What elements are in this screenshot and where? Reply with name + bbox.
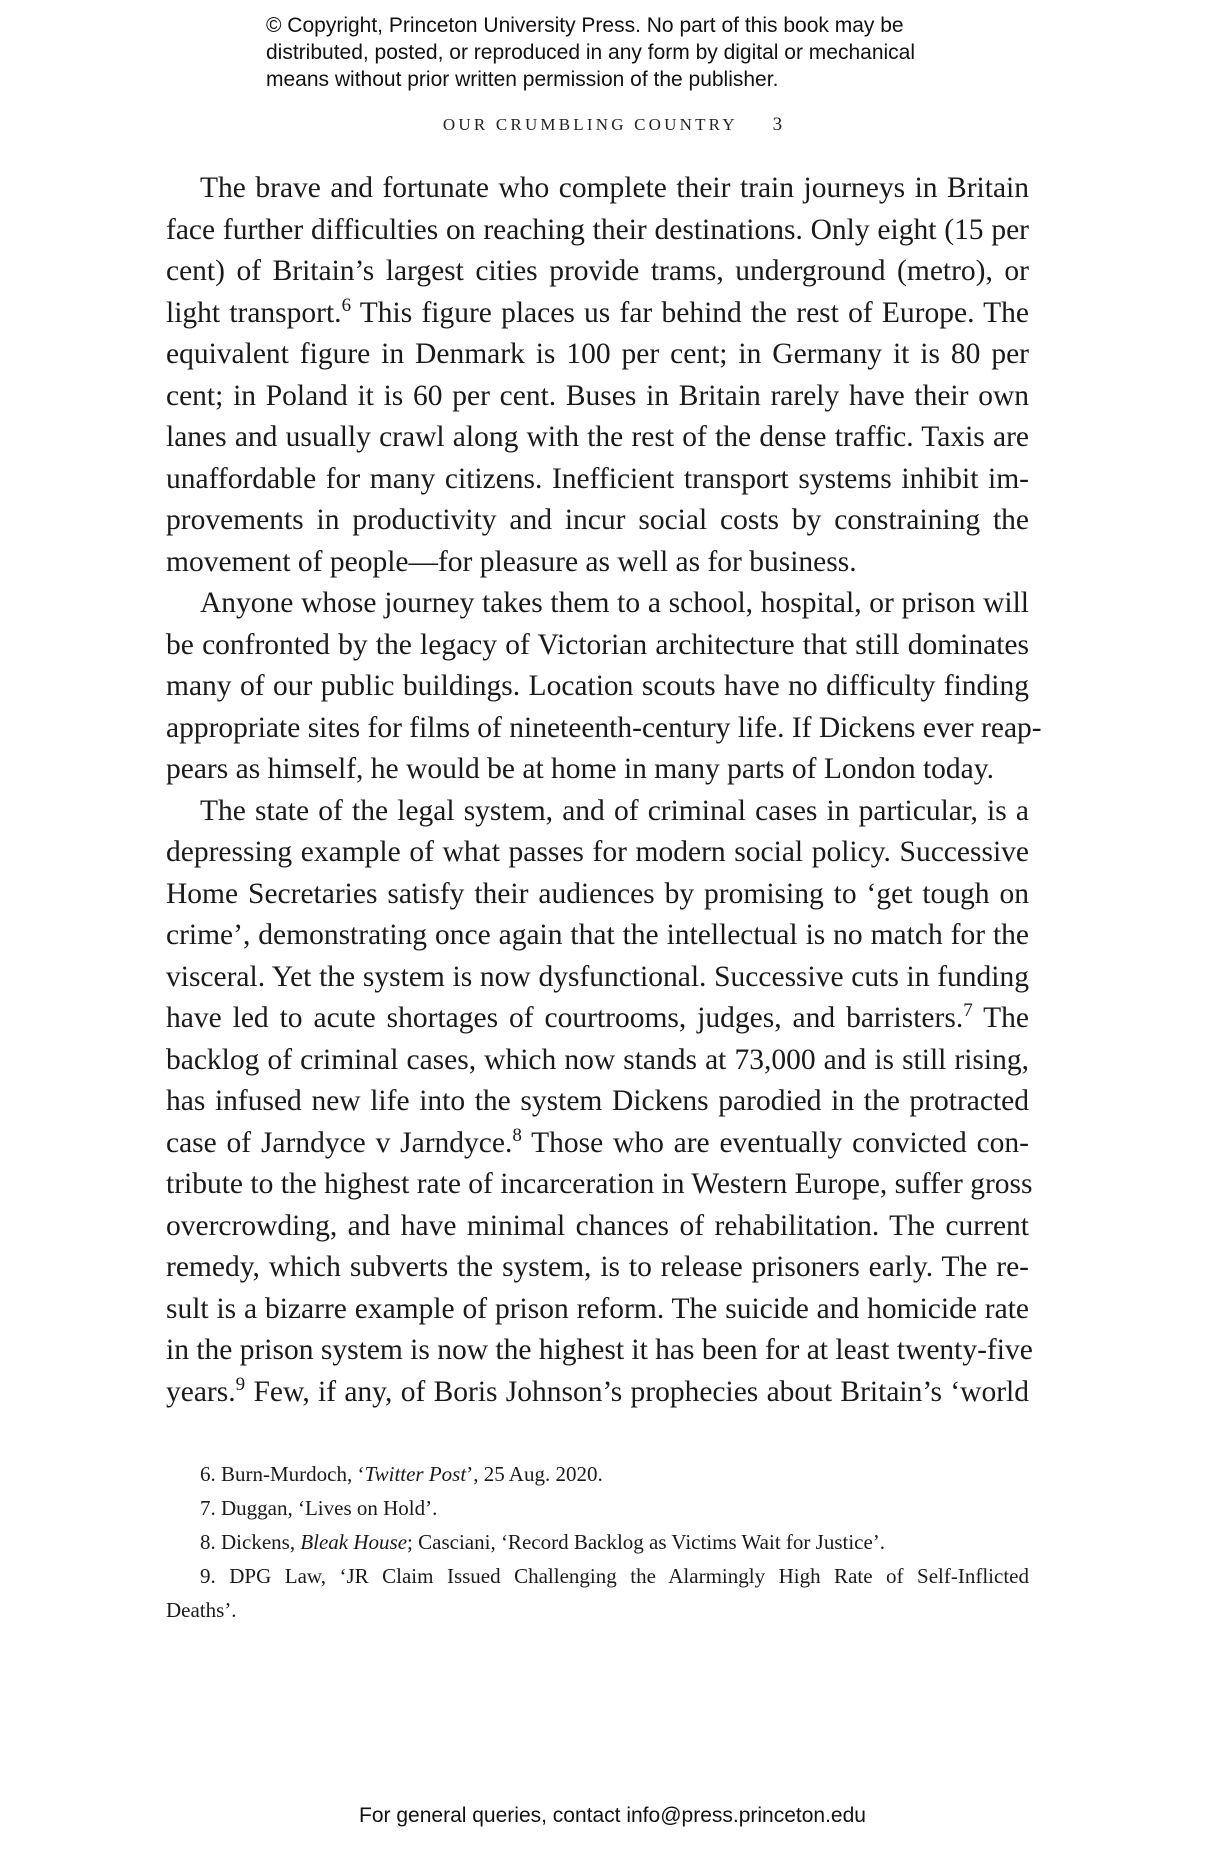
footnote-7: 7. Duggan, ‘Lives on Hold’. bbox=[200, 1496, 438, 1520]
running-head-title: OUR CRUMBLING COUNTRY bbox=[442, 115, 738, 134]
text-fragment: Those who are eventually convicted con- bbox=[531, 1126, 1029, 1159]
text-line bbox=[166, 998, 1029, 1040]
text-line: movement of people—for pleasure as well as for business. bbox=[166, 545, 857, 578]
text-line: many of our public buildings. Location scouts have no difficulty finding bbox=[166, 670, 1029, 702]
text-line: be confronted by the legacy of Victorian architecture that still dominates bbox=[166, 628, 1029, 661]
footnote-text: ’, 25 Aug. 2020. bbox=[466, 1462, 603, 1486]
page-number: 3 bbox=[772, 114, 783, 135]
text-fragment: light transport. bbox=[166, 296, 342, 329]
text-line: appropriate sites for films of nineteenth-century life. If Dickens ever reap- bbox=[166, 711, 1042, 744]
footnote-ref-9[interactable]: 9 bbox=[235, 1373, 246, 1395]
text-line: cent; in Poland it is 60 per cent. Buses in Britain rarely have their own bbox=[166, 379, 1029, 412]
text-line: backlog of criminal cases, which now stands at 73,000 and is still rising, bbox=[166, 1043, 1029, 1076]
text-line: Anyone whose journey takes them to a school, hospital, or prison will bbox=[200, 587, 1029, 619]
footnote-text: 6. Burn-Murdoch, ‘ bbox=[200, 1462, 365, 1486]
text-line: unaffordable for many citizens. Inefficient transport systems inhibit im- bbox=[166, 462, 1029, 495]
footnote-8 bbox=[166, 1525, 1029, 1559]
text-fragment: Few, if any, of Boris Johnson’s prophecies about Britain’s ‘world bbox=[253, 1375, 1029, 1408]
text-line: remedy, which subverts the system, is to release prisoners early. The re- bbox=[166, 1251, 1029, 1283]
footnote-ref-7[interactable]: 7 bbox=[963, 1000, 973, 1021]
text-line bbox=[166, 293, 1029, 335]
footnote-6 bbox=[166, 1457, 1029, 1491]
text-line: has infused new life into the system Dickens parodied in the protracted bbox=[166, 1085, 1029, 1117]
copyright-notice bbox=[266, 12, 986, 93]
text-line: in the prison system is now the highest it has been for at least twenty-five bbox=[166, 1334, 1033, 1366]
text-fragment: The bbox=[983, 1002, 1029, 1034]
text-fragment: years. bbox=[166, 1375, 236, 1408]
text-line: crime’, demonstrating once again that the intellectual is no match for the bbox=[166, 919, 1029, 951]
running-head bbox=[0, 114, 1225, 136]
text-line: provements in productivity and incur social costs by constraining the bbox=[166, 504, 1029, 536]
footnote-text: 8. Dickens, bbox=[200, 1530, 301, 1554]
text-line: face further difficulties on reaching their destinations. Only eight (15 per bbox=[166, 213, 1029, 246]
text-line: overcrowding, and have minimal chances of rehabilitation. The current bbox=[166, 1209, 1029, 1242]
text-line: lanes and usually crawl along with the rest of the dense traffic. Taxis are bbox=[166, 421, 1029, 453]
text-line: sult is a bizarre example of prison reform. The suicide and homicide rate bbox=[166, 1292, 1029, 1325]
text-line bbox=[166, 1123, 1029, 1165]
text-line: cent) of Britain’s largest cities provide trams, underground (metro), or bbox=[166, 255, 1029, 287]
text-line: tribute to the highest rate of incarceration in Western Europe, suffer gross bbox=[166, 1168, 1033, 1200]
text-line bbox=[166, 1372, 1029, 1414]
footnote-title: Twitter Post bbox=[364, 1462, 467, 1486]
copyright-line: means without prior written permission of the publisher. bbox=[266, 68, 779, 91]
footnote-9-continued: Deaths’. bbox=[166, 1598, 237, 1622]
body-text bbox=[166, 168, 1042, 1413]
copyright-line: © Copyright, Princeton University Press. No part of this book may be bbox=[266, 14, 904, 37]
text-fragment: case of Jarndyce v Jarndyce. bbox=[166, 1126, 513, 1159]
text-line: depressing example of what passes for modern social policy. Successive bbox=[166, 836, 1029, 868]
footnote-ref-6[interactable]: 6 bbox=[341, 294, 352, 316]
text-fragment: This figure places us far behind the rest of Europe. The bbox=[359, 296, 1030, 329]
text-fragment: have led to acute shortages of courtrooms, judges, and barristers. bbox=[166, 1002, 964, 1034]
text-line: visceral. Yet the system is now dysfunctional. Successive cuts in funding bbox=[166, 960, 1029, 993]
text-line: pears as himself, he would be at home in many parts of London today. bbox=[166, 753, 994, 785]
text-line: Home Secretaries satisfy their audiences by promising to ‘get tough on bbox=[166, 877, 1029, 910]
footer-contact: For general queries, contact info@press.princeton.edu bbox=[359, 1804, 866, 1827]
text-line: The state of the legal system, and of criminal cases in particular, is a bbox=[200, 794, 1029, 827]
text-line: The brave and fortunate who complete their train journeys in Britain bbox=[200, 172, 1029, 204]
copyright-line: distributed, posted, or reproduced in any form by digital or mechanical bbox=[266, 41, 916, 64]
footnote-title: Bleak House bbox=[300, 1530, 408, 1554]
footnote-text: ; Casciani, ‘Record Backlog as Victims Wait for Justice’. bbox=[407, 1530, 886, 1554]
text-line: equivalent figure in Denmark is 100 per cent; in Germany it is 80 per bbox=[166, 338, 1029, 370]
footnotes bbox=[166, 1457, 1029, 1627]
footnote-9: 9. DPG Law, ‘JR Claim Issued Challenging the Alarmingly High Rate of Self-Inflicted bbox=[200, 1564, 1029, 1588]
footnote-ref-8[interactable]: 8 bbox=[512, 1124, 522, 1146]
